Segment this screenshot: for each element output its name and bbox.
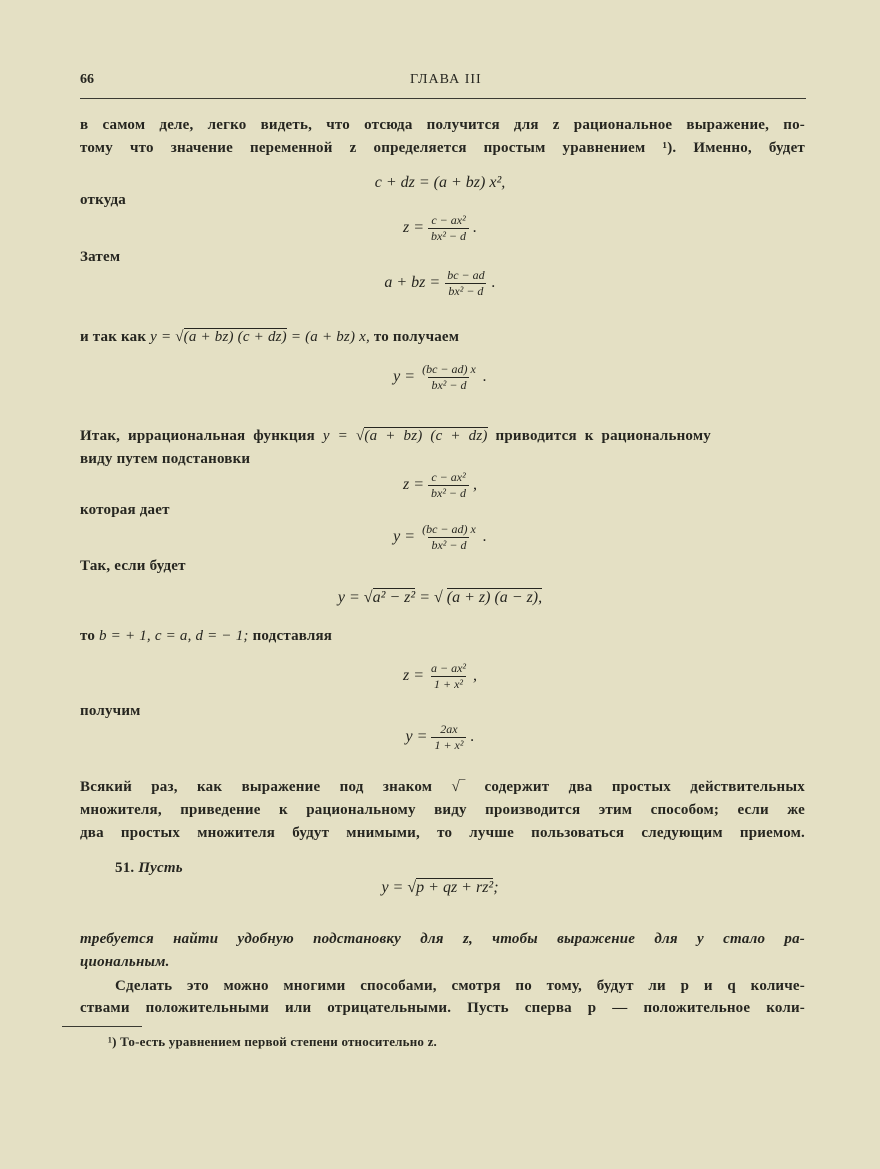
numerator: a − ax² (431, 661, 467, 675)
footnote-rule (62, 1026, 142, 1027)
numerator: (bc − ad) x (422, 522, 476, 536)
denominator: bx² − d (428, 377, 469, 393)
radicand: (a + bz) (c + dz) (364, 428, 488, 444)
lhs: a + bz = (384, 274, 441, 292)
math: = (a + bz) x, (290, 329, 370, 345)
radicand: p + qz + rz² (416, 879, 494, 896)
lhs: y = (405, 728, 428, 746)
text-line: тому что значение переменной z определяется простым уравнением ¹). Именно, будет (80, 140, 805, 156)
section-number: 51. (115, 860, 135, 876)
text-line: два простых множителя будут мнимыми, то лучше пользоваться следующим приемом. (80, 825, 805, 841)
formula: y = $\frac{2ax}{\text{1 + x²}}$ . (405, 722, 475, 752)
math: ; (493, 879, 499, 896)
lhs: z = (402, 667, 424, 685)
text-line (80, 628, 805, 645)
numerator: c − ax² (431, 213, 466, 227)
section-heading (115, 860, 315, 877)
lhs: z = (402, 219, 424, 237)
denominator: bx² − d (428, 537, 469, 553)
math: = √ (419, 589, 443, 606)
denominator: bx² − d (428, 485, 469, 501)
formula: z = $\frac{\text{a − ax²}}{\text{1 + x²}}$ , (402, 661, 478, 691)
denominator: 1 + x² (431, 676, 466, 692)
text: Итак, иррациональная функция (80, 428, 315, 444)
radicand: (a + bz) (c + dz) (183, 329, 287, 345)
formula: c + dz = (a + bz) x², (374, 174, 506, 191)
text-line: ствами положительными или отрицательными. Пусть сперва p — положительное коли- (80, 1000, 805, 1016)
radicand: (a + z) (a − z), (446, 589, 543, 606)
text-line: получим (80, 703, 141, 719)
formula: z = $\frac{\text{c − ax²}}{\text{bx² − d}}$ . (402, 213, 478, 243)
math: y = √ (337, 589, 373, 606)
text-line (80, 329, 805, 346)
radicand: a² − z² (372, 589, 416, 606)
text: то получаем (373, 329, 460, 345)
denominator: 1 + x² (431, 737, 466, 753)
section-title: Пусть (138, 860, 183, 876)
chapter-header: ГЛАВА III (410, 72, 482, 87)
math: b = + 1, c = a, d = − 1; (99, 628, 249, 644)
text: и так как (80, 329, 147, 345)
numerator: c − ax² (431, 470, 466, 484)
text-line: откуда (80, 192, 126, 208)
text-line: Всякий раз, как выражение под знаком √‾ содержит два простых действительных (80, 779, 805, 795)
denominator: bx² − d (445, 283, 486, 299)
header-rule (80, 98, 806, 99)
text-line: циональным. (80, 954, 170, 970)
text-line: Сделать это можно многими способами, смотря по тому, будут ли p и q количе- (115, 978, 805, 994)
formula: a + bz = $\frac{bc - ad}{\text{bx² − d}}$ . (384, 268, 496, 298)
lhs: z = (402, 476, 424, 494)
math: y = √ (150, 329, 184, 345)
text-line: Так, если будет (80, 558, 186, 574)
footnote: ¹) То-есть уравнением первой степени относительно z. (108, 1034, 437, 1049)
math: y = √ (381, 879, 417, 896)
numerator: bc − ad (447, 268, 485, 282)
text-line: требуется найти удобную подстановку для z, чтобы выражение для y стало ра- (80, 931, 805, 947)
formula: y = $\frac{(bc - ad) x}{\text{bx² − d}}$ . (393, 362, 487, 392)
numerator: 2ax (440, 722, 458, 736)
formula: y = $\frac{(bc - ad) x}{\text{bx² − d}}$ . (393, 522, 487, 552)
formula: z = $\frac{\text{c − ax²}}{\text{bx² − d}}$ , (402, 470, 478, 500)
formula (0, 589, 880, 607)
page-number: 66 (80, 72, 94, 87)
text: то (80, 628, 96, 644)
text-line: которая дает (80, 502, 170, 518)
text-line (80, 428, 805, 445)
text-line: виду путем подстановки (80, 451, 251, 467)
text-line: в самом деле, легко видеть, что отсюда получится для z рациональное выражение, по- (80, 117, 805, 133)
formula (0, 879, 880, 897)
text-line: множителя, приведение к рациональному виду производится этим способом; если же (80, 802, 805, 818)
math: y = √ (322, 428, 365, 444)
text-line: Затем (80, 249, 121, 265)
numerator: (bc − ad) x (422, 362, 476, 376)
text: подставляя (252, 628, 333, 644)
text: приводится к рациональному (495, 428, 711, 444)
lhs: y = (393, 528, 416, 546)
denominator: bx² − d (428, 228, 469, 244)
lhs: y = (393, 368, 416, 386)
